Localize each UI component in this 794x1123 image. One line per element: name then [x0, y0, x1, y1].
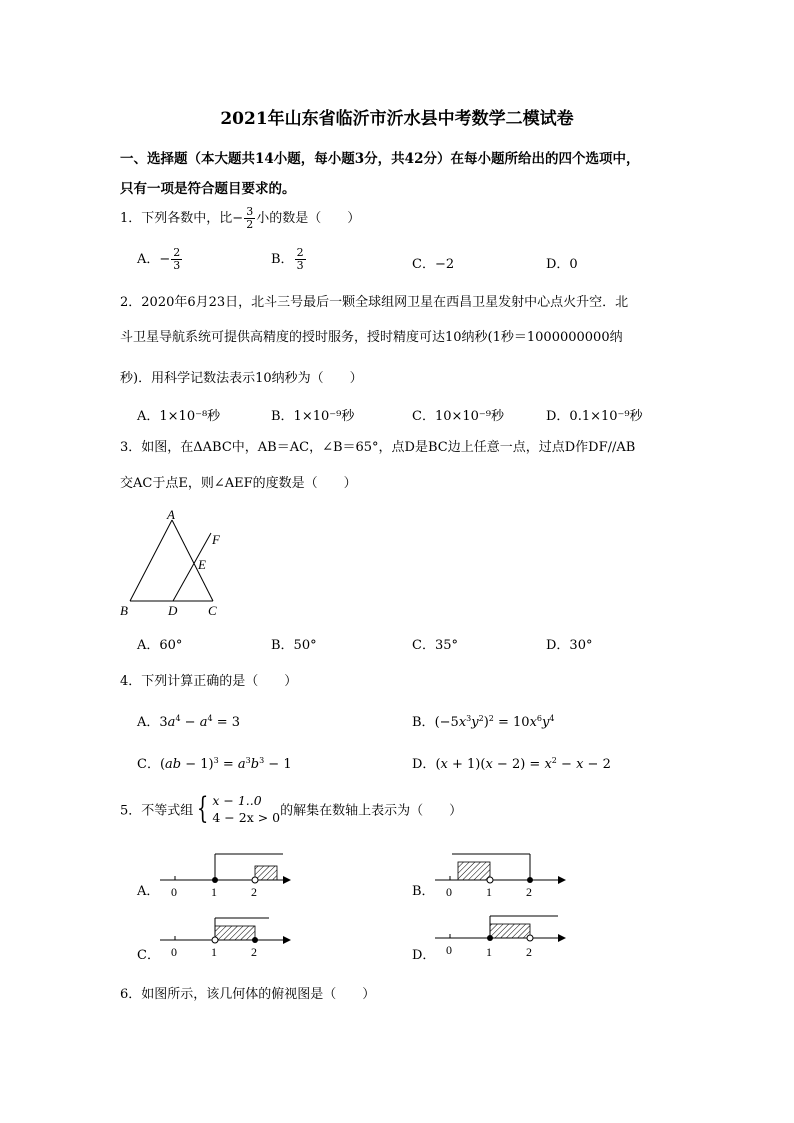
q2-option-b[interactable]: B．1×10⁻⁹秒: [271, 409, 355, 424]
q5-b-tick-0: 0: [446, 885, 452, 899]
q4-option-b-label: B．: [412, 715, 435, 730]
q5-inequality-1: x − 1..0: [212, 793, 262, 808]
q1-option-b-fraction: [295, 247, 306, 272]
q5-d-tick-2: 2: [526, 945, 532, 959]
q5-option-d-numberline[interactable]: [430, 912, 570, 962]
q5-option-c-numberline[interactable]: [155, 912, 295, 962]
q5-b-tick-2: 2: [526, 885, 532, 899]
q4-option-a[interactable]: A．$3a^4 - a^4 = 3$: [137, 714, 240, 730]
q5-option-a-numberline[interactable]: [155, 850, 295, 900]
q3-option-a[interactable]: A．60°: [137, 638, 183, 653]
q5-stem-pre: 5．不等式组: [120, 803, 194, 819]
q5-option-b-label[interactable]: B．: [412, 884, 435, 899]
section-heading-line2: 只有一项是符合题目要求的。: [120, 181, 296, 197]
q4-option-c[interactable]: C．$(ab - 1)^3 = a^3b^3 - 1$: [137, 756, 292, 772]
q2-option-a[interactable]: A．1×10⁻⁸秒: [137, 409, 221, 424]
q1-fraction: [244, 206, 255, 231]
q5-a-tick-1: 1: [211, 885, 217, 899]
q1-option-a-den: 3: [173, 259, 181, 272]
q4-option-c-label: C．: [137, 757, 160, 772]
q5-inequality-system: [212, 792, 280, 826]
q1-option-a-sign: −: [159, 252, 171, 267]
q1-option-b-den: 3: [296, 259, 304, 272]
q2-stem-line1: 2．2020年6月23日，北斗三号最后一颗全球组网卫星在西昌卫星发射中心点火升空．北: [120, 295, 629, 310]
q1-option-b-num: 2: [296, 246, 304, 259]
q3-stem-line1: 3．如图，在ΔABC中，AB＝AC，∠B＝65°，点D是BC边上任意一点，过点D作DF//AB: [120, 440, 636, 455]
q5-option-c-label[interactable]: C．: [137, 948, 160, 963]
q3-label-b: B: [120, 603, 128, 618]
q1-option-b-label: B．: [271, 252, 294, 267]
q1-neg-sign: −: [232, 211, 244, 226]
q5-c-tick-0: 0: [171, 945, 177, 959]
q1-option-b[interactable]: [271, 247, 307, 272]
q3-option-c[interactable]: C．35°: [412, 638, 458, 653]
q5-a-tick-0: 0: [171, 885, 177, 899]
q1-option-a-num: 2: [173, 246, 181, 259]
q5-b-tick-1: 1: [486, 885, 492, 899]
q2-option-c[interactable]: C．10×10⁻⁹秒: [412, 409, 504, 424]
q1-fraction-den: 2: [246, 218, 254, 231]
q2-option-d[interactable]: D．0.1×10⁻⁹秒: [546, 409, 643, 424]
page-title: 2021年山东省临沂市沂水县中考数学二模试卷: [220, 109, 574, 129]
q1-option-d[interactable]: D．0: [546, 257, 578, 272]
section-heading-line1: 一、选择题（本大题共14小题，每小题3分，共42分）在每小题所给出的四个选项中，: [120, 151, 640, 167]
q5-c-tick-1: 1: [211, 945, 217, 959]
q1-stem: [120, 206, 360, 231]
q4-stem: 4．下列计算正确的是（ ）: [120, 674, 298, 689]
q5-a-tick-2: 2: [251, 885, 257, 899]
q5-stem-post: 的解集在数轴上表示为（ ）: [280, 803, 463, 819]
q2-stem-line3: 秒)．用科学记数法表示10纳秒为（ ）: [120, 371, 363, 386]
q5-stem: [120, 792, 462, 826]
q5-option-a-label[interactable]: A．: [137, 884, 160, 899]
q6-stem: 6．如图所示，该几何体的俯视图是（ ）: [120, 987, 376, 1002]
q5-c-tick-2: 2: [251, 945, 257, 959]
q1-stem-post: 小的数是（ ）: [256, 211, 361, 226]
q3-label-e: E: [198, 557, 206, 572]
q5-option-d-label[interactable]: D．: [412, 948, 436, 963]
q3-option-d[interactable]: D．30°: [546, 638, 593, 653]
q1-fraction-num: 3: [246, 205, 254, 218]
q1-option-a-label: A．: [137, 252, 160, 267]
q5-inequality-2: 4 − 2x > 0: [212, 810, 281, 825]
q4-option-b[interactable]: B．$(-5x^3y^2)^2 = 10x^6y^4$: [412, 714, 555, 730]
q4-option-a-label: A．: [137, 715, 160, 730]
q5-option-b-numberline[interactable]: [430, 850, 570, 900]
q3-label-c: C: [208, 603, 217, 618]
q1-option-a-fraction: [171, 247, 182, 272]
q4-option-d[interactable]: D．$(x + 1)(x - 2) = x^2 - x - 2$: [412, 756, 611, 772]
q1-stem-pre: 1．下列各数中，比: [120, 211, 233, 226]
q3-option-b[interactable]: B．50°: [271, 638, 317, 653]
q3-stem-line2: 交AC于点E，则∠AEF的度数是（ ）: [120, 476, 357, 491]
q4-option-d-label: D．: [412, 757, 436, 772]
q5-d-tick-0: 0: [446, 943, 452, 957]
q2-stem-line2: 斗卫星导航系统可提供高精度的授时服务，授时精度可达10纳秒(1秒＝1000000000纳: [120, 330, 623, 345]
q5-brace: {: [197, 791, 209, 826]
q5-d-tick-1: 1: [486, 945, 492, 959]
q1-option-c[interactable]: C．−2: [412, 257, 455, 272]
q3-label-d: D: [168, 603, 178, 618]
q1-option-a[interactable]: [137, 247, 183, 272]
q3-triangle-figure: [115, 505, 230, 620]
q3-label-a: A: [167, 507, 175, 522]
q3-side-ab: [130, 520, 172, 601]
q3-label-f: F: [212, 532, 220, 547]
q3-side-ac: [172, 520, 213, 601]
